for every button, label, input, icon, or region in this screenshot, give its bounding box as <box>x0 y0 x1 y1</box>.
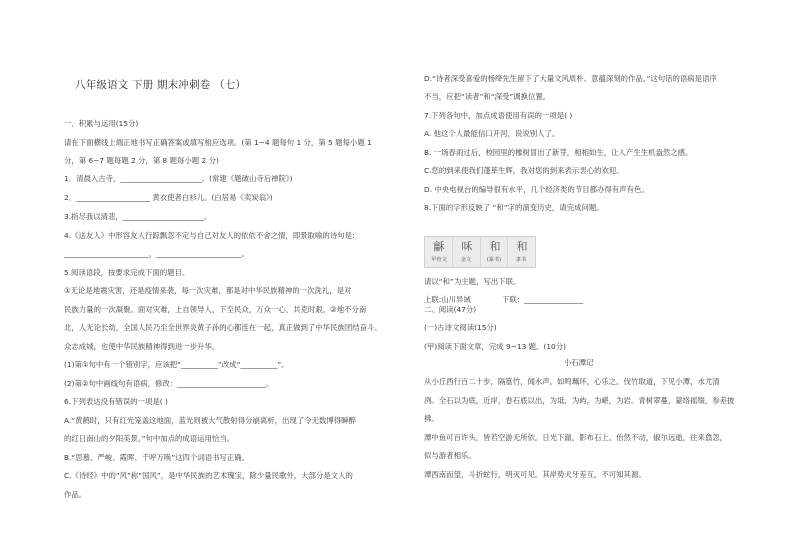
passage-line-3: 北，人无论长幼，全国人民乃至全世界炎黄子孙的心都连在一起，真正做到了中华民族团结奋斗、 <box>64 323 382 332</box>
subsection-a: (甲)阅读下面文章，完成 9~13 题。(10分) <box>424 342 567 351</box>
question-5: 5.阅读语段，按要求完成下面的题目。 <box>64 268 190 277</box>
couplet-upper: 上联:山川异域 <box>424 295 471 304</box>
question-2: 2．____________________ 黄衣使者白衫儿。(白居易《卖炭翁》) <box>64 193 273 202</box>
question-4-line-1: 4.《送友人》中形容友人行踪飘忽不定与自己对友人的依依不舍之情，即景取喻的诗句是： <box>64 231 360 240</box>
option-7a: A. 他这个人最能信口开河，说说别人了。 <box>424 129 560 138</box>
question-5-1: (1)第①句中有一个错别字，应该把“__________”改成“__________”。 <box>64 360 289 369</box>
section1-heading: 一．积累与运用(15分) <box>64 119 139 128</box>
option-6a-line-2: 的红日南山的夕阳美景。”句中加点的成语运用恰当。 <box>64 434 235 443</box>
glyph-oracle: 龢 <box>433 240 445 253</box>
question-7: 7.下列各句中，加点成语使用有误的一项是( ) <box>424 111 573 120</box>
option-6c-line-1: C.《诗经》中的“风”称“国风”，是中华民族的艺术瑰宝，除少量民歌外，大部分是文人的 <box>64 471 353 480</box>
glyph-clerical: 和 <box>516 240 528 253</box>
question-3: 3.指尽我以清悲，______________________。 <box>64 212 212 221</box>
caption-oracle: 甲骨文 <box>431 257 447 263</box>
caption-clerical: 隶书 <box>515 257 527 263</box>
article-line-5: 似与游者相乐。 <box>424 451 476 460</box>
caption-bronze: 金文 <box>460 257 472 263</box>
article-line-6: 潭西南而望，斗折蛇行，明灭可见。其岸势犬牙差互，不可知其源。 <box>424 470 646 479</box>
page-title: 八年级语文 下册 期末冲刺卷 （七） <box>75 79 247 91</box>
instructions-line-1: 请在下面横线上端正地书写正确答案或填写相应选项。(第 1~4 题每句 1 分，第 5 题每小题 1 <box>64 138 372 147</box>
passage-line-4: 众志成城，也使中华民族精神得到进一步升华。 <box>64 342 220 351</box>
question-1: 1．清晨入古寺，______________________。(常建《题破山寺后禅院》) <box>64 174 293 183</box>
question-4-line-2: _______________________，_______________________。 <box>64 249 249 258</box>
passage-line-1: ①无论是地震灾害，还是疫情来袭，每一次灾难，都是对中华民族精神的一次洗礼，是对 <box>64 286 352 295</box>
caption-seal: (篆书) <box>486 257 502 263</box>
subsection-classical: (一)古诗文阅读(15分) <box>424 323 497 332</box>
question-5-2: (2)第②句中画线句有语病，修改：________________________。 <box>64 379 274 388</box>
option-6a-line-1: A.“黄鹤时，只有红光笼盖这地面，蓝光则被大气散射得分崩离析，出现了令无数博得瞬醉 <box>64 416 356 425</box>
article-title: 小石潭记 <box>564 358 594 367</box>
section2-heading: 二、阅读(47分) <box>424 305 477 314</box>
question-8: 8.下面的字形反映了 “和”字的演变历史，请完成问题。 <box>424 203 604 212</box>
option-6b: B.“思慕、严峻、霞晖、千呼万唤”这四个词语书写正确。 <box>64 453 250 462</box>
glyph-bronze: 咊 <box>461 240 473 253</box>
option-7c: C.您的到来使我们蓬荜生辉，我对您的到来表示衷心的欢迎。 <box>424 166 624 175</box>
article-line-4: 潭中鱼可百许头，皆若空游无所依。日光下澈，影布石上。佁然不动，俶尔远逝，往来翕忽， <box>424 433 728 442</box>
instructions-line-2: 分，第 6~7 题每题 2 分，第 8 题每小题 2 分) <box>64 156 219 165</box>
couplet-lower: 下联：________________ <box>502 295 584 304</box>
article-line-2: 洌。全石以为底，近岸，卷石底以出，为坻，为屿，为嵁，为岩。青树翠蔓，蒙络摇缀，参差披 <box>424 396 735 405</box>
passage-line-2: 民族力量的一次凝聚。面对灾难，上自领导人，下至民众，万众一心，共克时艰。②地不分南 <box>64 305 367 314</box>
question-8-prompt: 请以“和”为主题，写出下联。 <box>424 277 521 286</box>
article-line-3: 拂。 <box>424 414 439 423</box>
option-6d-line-2: 不当，应把“读者”和“深受”调换位置。 <box>424 92 551 101</box>
option-6d-line-1: D.“诗者深受喜爱的杨绛先生留下了大量文风质朴、意蕴深刻的作品。”这句话的语病是语序 <box>424 74 717 83</box>
option-7b: B. 一场春雨过后，校园里的橡树冒出了新芽，相相如生，让人产生生机盎然之感。 <box>424 148 693 157</box>
character-evolution-image <box>424 236 536 268</box>
option-6c-line-2: 作品。 <box>64 490 87 499</box>
question-6: 6.下列表达没有错误的一项是( ) <box>64 397 168 406</box>
option-7d: D. 中央电视台的编导很有水平，几个经济类的节目都办得有声有色。 <box>424 185 649 194</box>
article-line-1: 从小丘西行百二十步，隔篁竹，闻水声，如鸣珮环，心乐之。伐竹取道，下见小潭，水尤清 <box>424 377 720 386</box>
glyph-seal: 和 <box>489 240 501 253</box>
